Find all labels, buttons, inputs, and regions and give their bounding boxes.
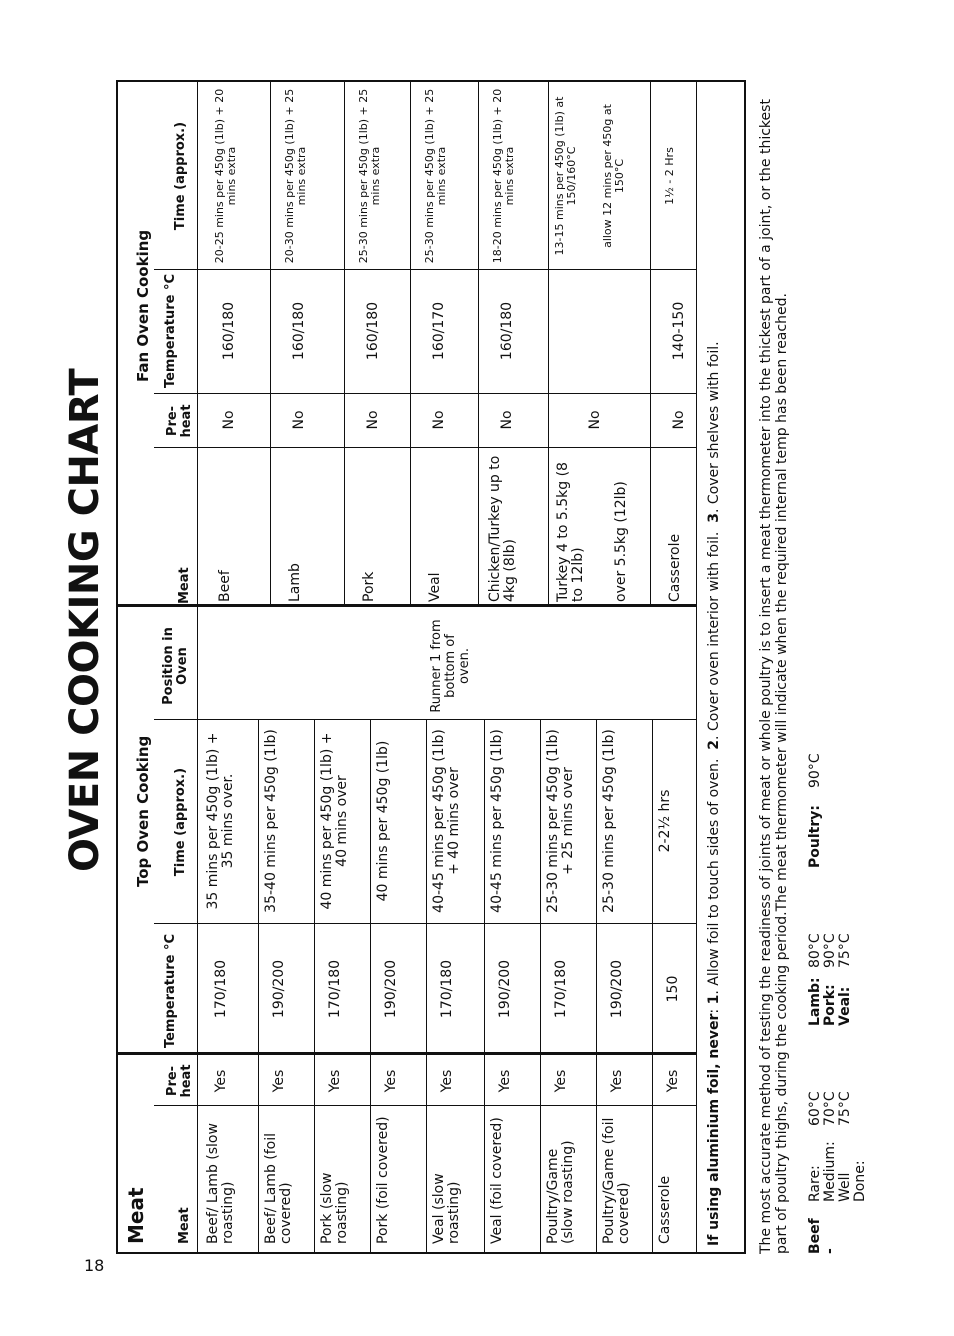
row-rule: [426, 719, 427, 1252]
col-time-top: Time (approx.): [173, 767, 188, 877]
col-position: Position in Oven: [161, 627, 190, 705]
foil-note-num: 2: [706, 739, 722, 750]
top-row-time: 2-2½ hrs: [657, 789, 673, 853]
fan-row-preheat: No: [671, 410, 687, 430]
page-title: OVEN COOKING CHART: [62, 368, 108, 872]
poultry-label: Poultry:: [807, 805, 823, 868]
fan-row-meat: Turkey 4 to 5.5kg (8 to 12lb): [555, 462, 586, 602]
top-row-temp: 190/200: [271, 959, 287, 1019]
fan-row-meat: Veal: [427, 572, 443, 602]
row-rule: [652, 719, 653, 1252]
row-rule: [540, 719, 541, 1252]
top-row-temp: 170/180: [213, 959, 229, 1019]
meat-label: Lamb:: [807, 977, 823, 1026]
thermometer-info: [758, 82, 948, 1254]
fan-oven-divider: [118, 604, 696, 607]
cooking-chart: [116, 82, 744, 1254]
col-divider: [154, 719, 696, 720]
row-rule: [650, 82, 651, 607]
top-row-preheat: Yes: [213, 1069, 229, 1093]
fan-row-meat: Lamb: [287, 563, 303, 602]
top-row-time: 25-30 mins per 450g (1lb) + 25 mins over: [545, 729, 576, 913]
table-bottom-rule: [696, 82, 697, 1252]
top-row-temp: 190/200: [609, 959, 625, 1019]
top-row-meat: Veal (slow roasting): [431, 1173, 462, 1244]
top-row-preheat: Yes: [609, 1069, 625, 1093]
row-rule: [270, 82, 271, 607]
top-row-time: 40 mins per 450g (1lb) + 40 mins over: [319, 732, 350, 910]
foil-note-num: 1: [706, 994, 722, 1005]
top-row-time: 40 mins per 450g (1lb): [375, 740, 391, 902]
top-row-preheat: Yes: [439, 1069, 455, 1093]
beef-label: Beef -: [807, 1218, 838, 1254]
top-row-meat: Poultry/Game (foil covered): [601, 1117, 632, 1244]
top-row-preheat: Yes: [553, 1069, 569, 1093]
beef-temp: 60°C: [807, 1091, 823, 1126]
poultry-temp: 90°C: [807, 753, 823, 788]
top-row-temp: 170/180: [327, 959, 343, 1019]
col-meat-fan: Meat: [177, 567, 192, 604]
top-oven-divider: [118, 1052, 696, 1055]
top-row-meat: Beef/ Lamb (slow roasting): [205, 1123, 236, 1244]
col-time-fan: Time (approx.): [173, 121, 188, 231]
top-row-preheat: Yes: [271, 1069, 287, 1093]
fan-row-meat: Chicken/Turkey up to 4kg (8lb): [487, 455, 518, 602]
fan-row-temp: 160/180: [221, 301, 237, 361]
fan-row-preheat: No: [365, 410, 381, 430]
meat-temp: 80°C: [807, 933, 823, 968]
fan-row-time: 25-30 mins per 450g (1lb) + 25 mins extra: [423, 88, 448, 264]
fan-row-preheat: No: [221, 410, 237, 430]
fan-row-time: 1½ - 2 Hrs: [663, 147, 676, 205]
top-row-preheat: Yes: [665, 1069, 681, 1093]
fan-row-temp: 140-150: [671, 301, 687, 361]
fan-row-preheat: No: [431, 410, 447, 430]
meat-temp: 75°C: [837, 933, 853, 968]
meat-temp: 90°C: [822, 933, 838, 968]
thermometer-paragraph: The most accurate method of testing the readiness of joints of meat or whole poultry is to insert a meat thermometer into the thickest part of a joint, or the thickest part of poultry thighs, during the cooking period.The meat thermometer will indicate when the required internal temp has been reached.: [758, 99, 790, 1254]
foil-note-item: . Cover oven interior with foil.: [706, 531, 722, 740]
col-divider: [154, 447, 696, 448]
top-row-preheat: Yes: [383, 1069, 399, 1093]
top-row-meat: Poultry/Game (slow roasting): [545, 1140, 576, 1244]
fan-row-meat: Beef: [217, 570, 233, 602]
fan-row-time: 20-30 mins per 450g (1lb) + 25 mins extra: [283, 88, 308, 264]
row-rule: [314, 719, 315, 1252]
fan-row-temp: 160/180: [291, 301, 307, 361]
col-divider: [154, 393, 696, 394]
foil-note-item: . Cover shelves with foil.: [706, 341, 722, 513]
foil-note-item: . Allow foil to touch sides of oven.: [706, 758, 722, 995]
foil-note-lead: If using aluminium foil, never: [706, 1013, 722, 1246]
top-row-time: 40-45 mins per 450g (1lb): [489, 729, 505, 913]
top-row-meat: Beef/ Lamb (foil covered): [263, 1132, 294, 1244]
fan-row-time: 25-30 mins per 450g (1lb) + 25 mins extra: [357, 88, 382, 264]
top-row-meat: Pork (slow roasting): [319, 1172, 350, 1244]
col-divider: [154, 269, 696, 270]
fan-row-preheat: No: [291, 410, 307, 430]
top-row-temp: 190/200: [383, 959, 399, 1019]
beef-level: Well Done:: [837, 1160, 868, 1202]
beef-temp: 75°C: [837, 1091, 853, 1126]
fan-oven-header: Fan Oven Cooking: [134, 229, 152, 382]
chart-border: [116, 80, 746, 1254]
fan-row-meat: Casserole: [667, 533, 683, 602]
foil-note: If using aluminium foil, never: 1. Allow foil to touch sides of oven. 2. Cover oven interior with foil. 3. Cover shelves with foil.: [706, 341, 722, 1246]
row-rule: [370, 719, 371, 1252]
top-row-meat: Pork (foil covered): [375, 1116, 391, 1244]
foil-note-num: 3: [706, 512, 722, 523]
beef-level: Rare:: [807, 1165, 823, 1202]
col-temp-fan: Temperature °C: [163, 273, 178, 389]
col-divider: [154, 923, 696, 924]
top-row-meat: Casserole: [657, 1175, 673, 1244]
top-row-time: 35 mins per 450g (1lb) + 35 mins over.: [205, 732, 236, 910]
col-preheat-top: Pre-heat: [165, 1064, 194, 1098]
page-number: 18: [84, 1256, 105, 1275]
col-preheat-fan: Pre-heat: [165, 404, 194, 438]
beef-temp: 70°C: [822, 1091, 838, 1126]
row-rule: [478, 82, 479, 607]
fan-row-preheat: No: [499, 410, 515, 430]
fan-row-meat: Pork: [361, 571, 377, 602]
top-row-time: 40-45 mins per 450g (1lb) + 40 mins over: [431, 729, 462, 913]
top-oven-header: Top Oven Cooking: [134, 735, 152, 887]
row-rule: [344, 82, 345, 607]
top-row-time: 25-30 mins per 450g (1lb): [601, 729, 617, 913]
fan-row-time: 20-25 mins per 450g (1lb) + 20 mins extra: [213, 88, 238, 264]
col-divider: [154, 1105, 696, 1106]
beef-level: Medium:: [822, 1141, 838, 1202]
row-rule: [410, 82, 411, 607]
section-title: Meat: [124, 1187, 148, 1244]
top-row-time: 35-40 mins per 450g (1lb): [263, 729, 279, 913]
top-row-preheat: Yes: [327, 1069, 343, 1093]
meat-label: Pork:: [822, 984, 838, 1026]
fan-row-time: allow 12 mins per 450g at 150°C: [601, 104, 626, 248]
col-temp-top: Temperature °C: [163, 933, 178, 1049]
col-meat-top: Meat: [177, 1207, 192, 1244]
fan-row-temp: 160/180: [365, 301, 381, 361]
top-row-meat: Veal (foil covered): [489, 1117, 505, 1244]
top-row-temp: 170/180: [553, 959, 569, 1019]
top-row-temp: 190/200: [497, 959, 513, 1019]
top-row-temp: 150: [665, 975, 681, 1003]
row-rule: [484, 719, 485, 1252]
top-row-temp: 170/180: [439, 959, 455, 1019]
position-value: Runner 1 from bottom of oven.: [429, 619, 472, 713]
row-rule: [596, 719, 597, 1252]
row-rule: [258, 719, 259, 1252]
fan-row-temp: 160/170: [431, 301, 447, 361]
fan-row-temp: 160/180: [499, 301, 515, 361]
top-row-preheat: Yes: [497, 1069, 513, 1093]
fan-row-time: 18-20 mins per 450g (1lb) + 20 mins extra: [491, 88, 516, 264]
row-rule: [548, 82, 549, 607]
fan-row-preheat: No: [587, 410, 603, 430]
fan-row-time: 13-15 mins per 450g (1lb) at 150/160°C: [553, 96, 578, 256]
header-rule: [197, 82, 198, 1252]
fan-row-meat: over 5.5kg (12lb): [613, 481, 629, 602]
meat-label: Veal:: [837, 986, 853, 1026]
